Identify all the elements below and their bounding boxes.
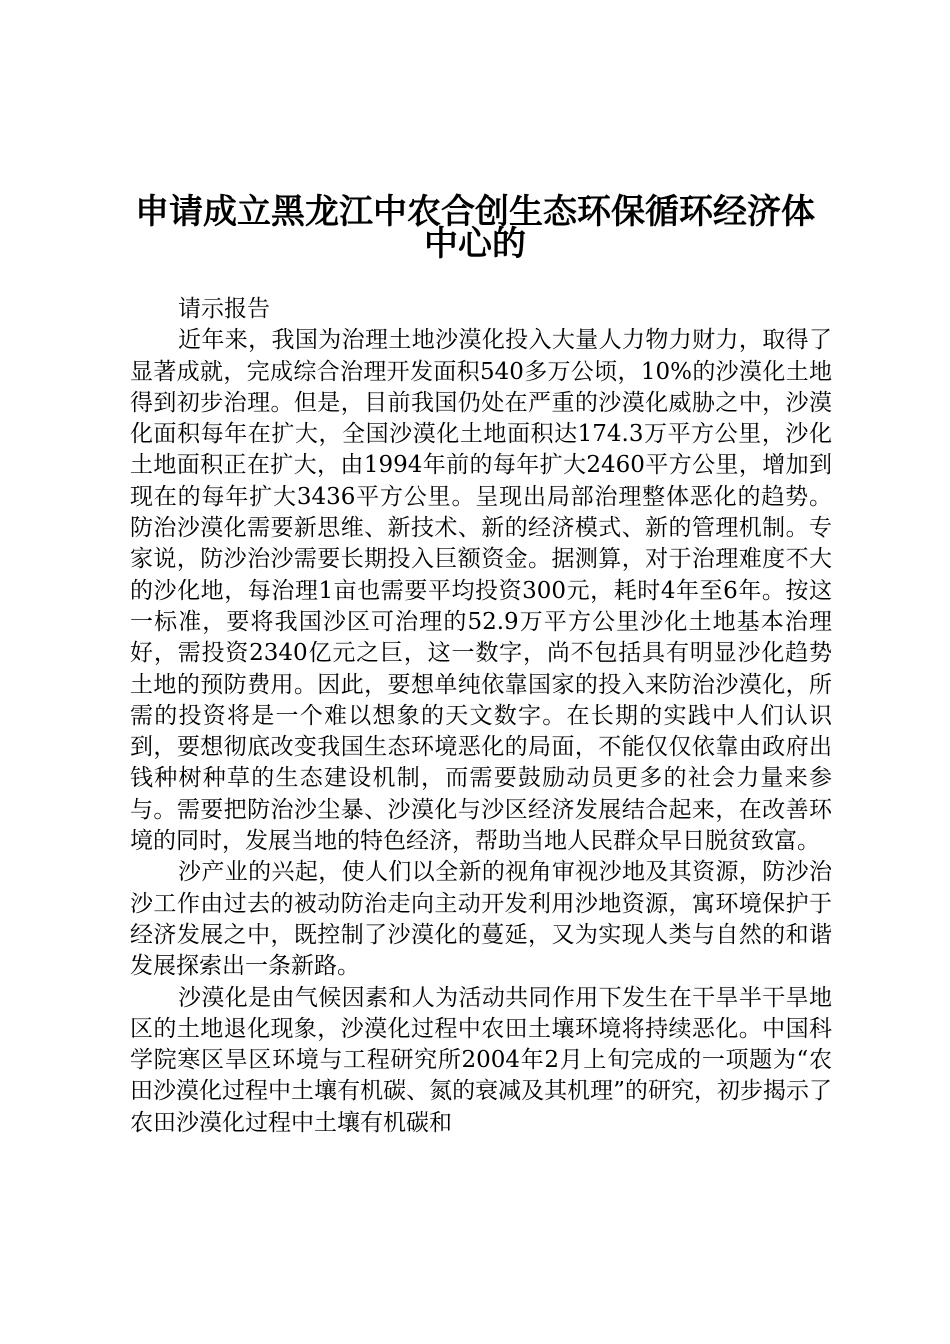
paragraph: 沙漠化是由气候因素和人为活动共同作用下发生在干旱半干旱地区的土地退化现象，沙漠化过程中农田土壤环境将持续恶化。中国科学院寒区旱区环境与工程研究所2004年2月上旬完成的一项题为“农田沙漠化过程中土壤有机碳、氮的衰减及其机理”的研究，初步揭示了农田沙漠化过程中土壤有机碳和 <box>130 984 832 1136</box>
document-body <box>130 294 832 1139</box>
document-title-line-2: 中心的 <box>424 224 526 264</box>
document-subtitle: 请示报告 <box>178 296 270 322</box>
paragraph: 近年来，我国为治理土地沙漠化投入大量人力物力财力，取得了显著成就，完成综合治理开发面积540多万公顷，10%的沙漠化土地得到初步治理。但是，目前我国仍处在严重的沙漠化威胁之中，沙漠化面积每年在扩大，全国沙漠化土地面积达174.3万平方公里，沙化土地面积正在扩大，由1994年前的每年扩大2460平方公里，增加到现在的每年扩大3436平方公里。呈现出局部治理整体恶化的趋势。防治沙漠化需要新思维、新技术、新的经济模式、新的管理机制。专家说，防沙治沙需要长期投入巨额资金。据测算，对于治理难度不大的沙化地，每治理1亩也需要平均投资300元，耗时4年至6年。按这一标准，要将我国沙区可治理的52.9万平方公里沙化土地基本治理好，需投资2340亿元之巨，这一数字，尚不包括具有明显沙化趋势土地的预防费用。因此，要想单纯依靠国家的投入来防治沙漠化，所需的投资将是一个难以想象的天文数字。在长期的实践中人们认识到，要想彻底改变我国生态环境恶化的局面，不能仅仅依靠由政府出钱种树种草的生态建设机制，而需要鼓励动员更多的社会力量来参与。需要把防治沙尘暴、沙漠化与沙区经济发展结合起来，在改善环境的同时，发展当地的特色经济，帮助当地人民群众早日脱贫致富。 <box>130 327 832 855</box>
document-title-line-1: 申请成立黑龙江中农合创生态环保循环经济体 <box>135 192 815 232</box>
paragraph: 沙产业的兴起，使人们以全新的视角审视沙地及其资源，防沙治沙工作由过去的被动防治走向主动开发利用沙地资源，寓环境保护于经济发展之中，既控制了沙漠化的蔓延，又为实现人类与自然的和谐发展探索出一条新路。 <box>130 859 832 980</box>
